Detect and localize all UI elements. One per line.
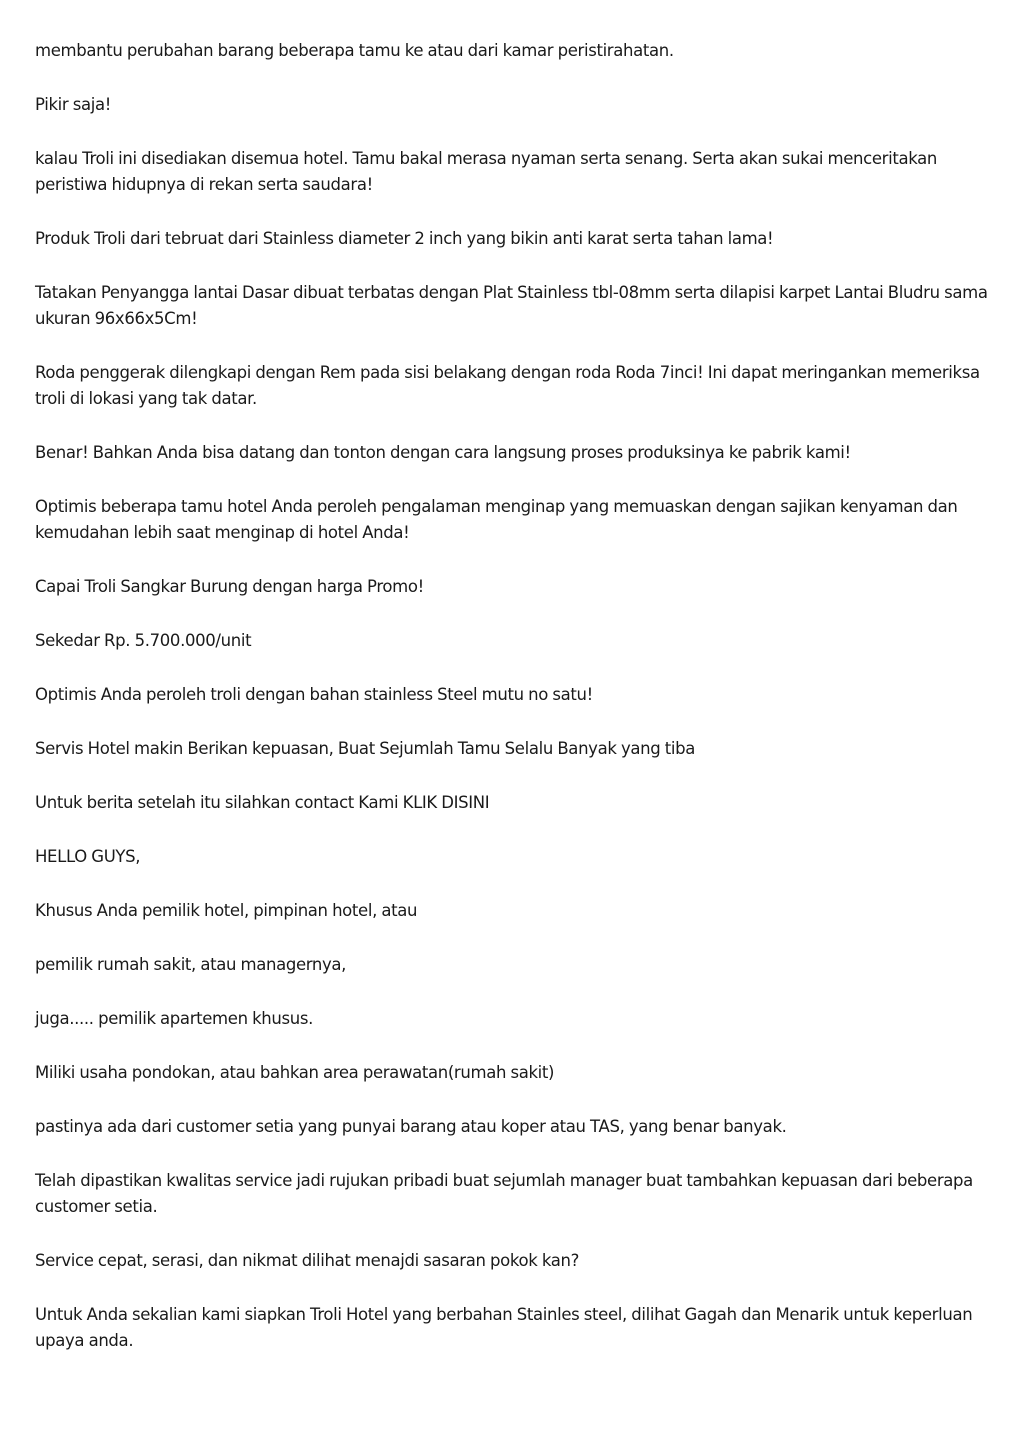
paragraph: Khusus Anda pemilik hotel, pimpinan hotel, atau — [35, 901, 418, 920]
contact-paragraph: Untuk berita setelah itu silahkan contact Kami KLIK DISINI — [35, 793, 490, 812]
paragraph: Service cepat, serasi, dan nikmat dilihat menajdi sasaran pokok kan? — [35, 1251, 580, 1270]
paragraph: Telah dipastikan kwalitas service jadi rujukan pribadi buat sejumlah manager buat tambahkan kepuasan dari beberapa customer setia. — [35, 1171, 973, 1216]
price-paragraph: Sekedar Rp. 5.700.000/unit — [35, 631, 252, 650]
paragraph: Miliki usaha pondokan, atau bahkan area perawatan(rumah sakit) — [35, 1063, 555, 1082]
paragraph: Optimis Anda peroleh troli dengan bahan stainless Steel mutu no satu! — [35, 685, 593, 704]
paragraph: Optimis beberapa tamu hotel Anda peroleh pengalaman menginap yang memuaskan dengan sajikan kenyaman dan kemudahan lebih saat menginap di hotel Anda! — [35, 497, 958, 542]
paragraph: Produk Troli dari tebruat dari Stainless diameter 2 inch yang bikin anti karat serta tahan lama! — [35, 229, 774, 248]
paragraph: membantu perubahan barang beberapa tamu ke atau dari kamar peristirahatan. — [35, 41, 674, 60]
paragraph: Roda penggerak dilengkapi dengan Rem pada sisi belakang dengan roda Roda 7inci! Ini dapat meringankan memeriksa troli di lokasi yang tak datar. — [35, 363, 980, 408]
paragraph: kalau Troli ini disediakan disemua hotel. Tamu bakal merasa nyaman serta senang. Serta akan sukai menceritakan peristiwa hidupnya di rekan serta saudara! — [35, 149, 938, 194]
paragraph: Benar! Bahkan Anda bisa datang dan tonton dengan cara langsung proses produksinya ke pabrik kami! — [35, 443, 851, 462]
document-body — [35, 38, 990, 1382]
paragraph: juga..... pemilik apartemen khusus. — [35, 1009, 313, 1028]
paragraph: pastinya ada dari customer setia yang punyai barang atau koper atau TAS, yang benar banyak. — [35, 1117, 787, 1136]
paragraph: Tatakan Penyangga lantai Dasar dibuat terbatas dengan Plat Stainless tbl-08mm serta dilapisi karpet Lantai Bludru sama ukuran 96x66x5Cm! — [35, 283, 988, 328]
greeting-paragraph: HELLO GUYS, — [35, 847, 141, 866]
paragraph: Servis Hotel makin Berikan kepuasan, Buat Sejumlah Tamu Selalu Banyak yang tiba — [35, 739, 695, 758]
paragraph: Pikir saja! — [35, 95, 112, 114]
paragraph: pemilik rumah sakit, atau managernya, — [35, 955, 347, 974]
paragraph: Untuk Anda sekalian kami siapkan Troli Hotel yang berbahan Stainles steel, dilihat Gagah dan Menarik untuk keperluan upaya anda. — [35, 1305, 973, 1350]
paragraph: Capai Troli Sangkar Burung dengan harga Promo! — [35, 577, 424, 596]
